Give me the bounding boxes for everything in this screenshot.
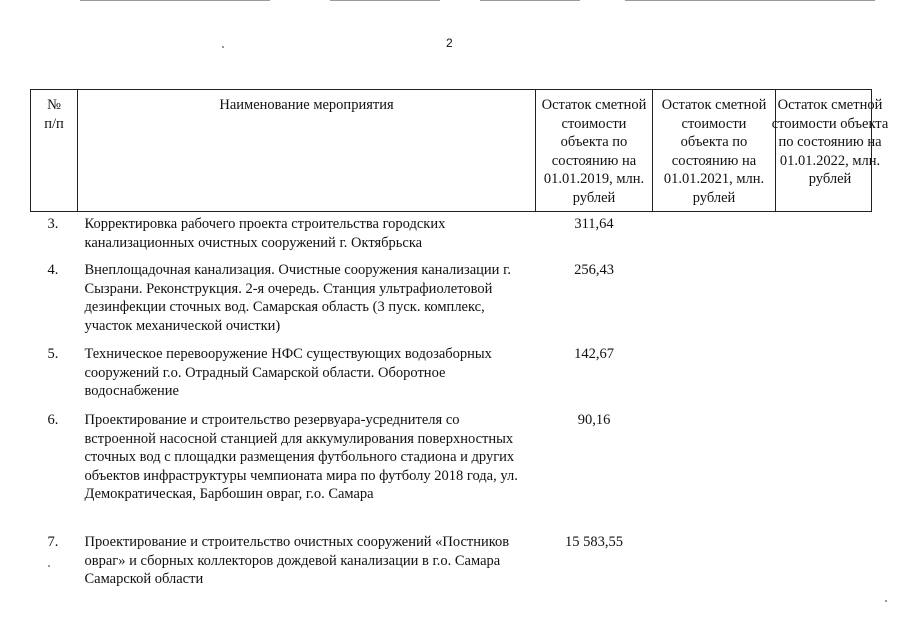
page-number: 2	[446, 36, 453, 50]
row-value-2021	[653, 411, 776, 533]
row-value-2021	[653, 261, 776, 345]
row-value-2022	[776, 261, 872, 345]
header-2022	[771, 90, 889, 212]
row-value-2022	[776, 411, 872, 533]
header-2019-label: Остаток сметной стоимости объекта по состоянию на 01.01.2019, млн. рублей	[541, 97, 647, 206]
row-num: 4.	[47, 262, 59, 278]
row-name: Техническое перевооружение НФС существующих водозаборных сооружений г.о. Отрадный Самарской области. Оборотное водоснабжение	[84, 346, 492, 400]
scan-speck	[885, 600, 887, 602]
scan-top-rule	[330, 0, 440, 1]
row-value-2019: 311,64	[574, 216, 614, 232]
scan-top-rule	[480, 0, 580, 1]
header-num-label: № п/п	[44, 97, 64, 132]
table-row	[31, 533, 872, 589]
row-value-2021	[653, 212, 776, 262]
row-value-2021	[653, 533, 776, 589]
scan-top-rule	[80, 0, 270, 1]
table-row	[31, 212, 872, 262]
scan-top-rule	[625, 0, 875, 1]
header-name: Наименование мероприятия	[78, 90, 536, 212]
row-value-2022	[776, 533, 872, 589]
table-row	[31, 345, 872, 411]
works-table	[30, 89, 889, 589]
row-name: Внеплощадочная канализация. Очистные сооружения канализации г. Сызрани. Реконструкция. 2-я очередь. Станция ультрафиолетовой дезинфекции сточных вод. Самарская область (3 пуск. комплекс, участок механической очистки)	[84, 262, 512, 334]
row-value-2019: 142,67	[574, 346, 614, 362]
header-2019	[536, 90, 653, 212]
row-name: Проектирование и строительство очистных сооружений «Постников овраг» и сборных коллекторов дождевой канализации в г.о. Самара Самарской области	[84, 534, 510, 588]
header-num	[31, 90, 78, 212]
row-num: 7.	[47, 534, 59, 550]
table-row	[31, 411, 872, 533]
row-value-2021	[653, 345, 776, 411]
scan-speck	[222, 46, 224, 48]
row-value-2022	[776, 212, 872, 262]
header-2021-label: Остаток сметной стоимости объекта по состоянию на 01.01.2021, млн. рублей	[661, 97, 767, 206]
row-value-2022	[776, 345, 872, 411]
row-value-2019: 90,16	[577, 412, 611, 428]
row-num: 6.	[47, 412, 59, 428]
table-row	[31, 261, 872, 345]
row-name: Проектирование и строительство резервуара-усреднителя со встроенной насосной станцией для аккумулирования поверхностных сточных вод с площадки размещения футбольного стадиона и других объектов инфраструктуры чемпионата мира по футболу 2018 года, ул. Демократическая, Барбошин овраг, г.о. Самара	[84, 412, 518, 503]
row-value-2019: 15 583,55	[565, 534, 623, 550]
row-num: 3.	[47, 216, 59, 232]
row-num: 5.	[47, 346, 59, 362]
header-2022-label: Остаток сметной стоимости объекта по состоянию на 01.01.2022, млн. рублей	[771, 97, 889, 188]
row-value-2019: 256,43	[574, 262, 614, 278]
header-2021	[653, 90, 776, 212]
table-header-row	[31, 90, 872, 212]
row-name: Корректировка рабочего проекта строительства городских канализационных очистных сооружений г. Октябрьска	[84, 216, 446, 251]
